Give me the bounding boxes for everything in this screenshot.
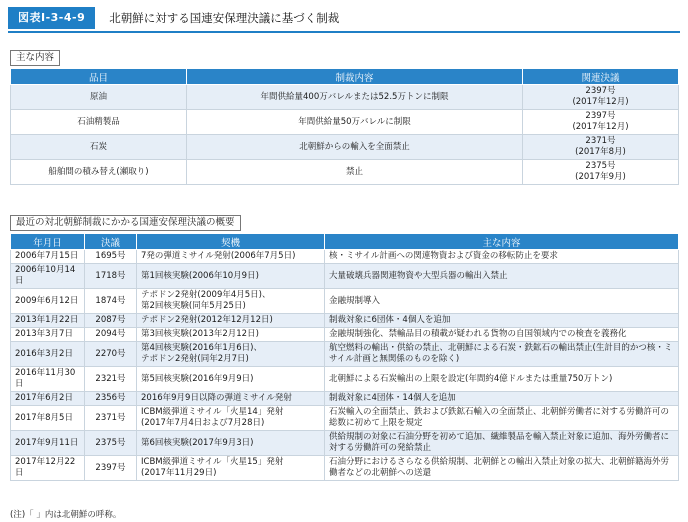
figure-title-bar <box>8 6 339 30</box>
table-row <box>11 367 679 392</box>
date-cell: 2016年3月2日 <box>11 342 85 367</box>
figure-number-badge: 図表Ⅰ-3-4-9 <box>8 7 95 29</box>
trigger-cell: 2016年9月9日以降の弾道ミサイル発射 <box>137 392 325 406</box>
trigger-cell: テポドン2発射(2012年12月12日) <box>137 314 325 328</box>
date-cell: 2013年3月7日 <box>11 328 85 342</box>
table-row <box>11 328 679 342</box>
figure-title: 北朝鮮に対する国連安保理決議に基づく制裁 <box>109 11 340 25</box>
item-cell: 石油精製品 <box>11 110 187 135</box>
date-cell: 2006年7月15日 <box>11 250 85 264</box>
trigger-cell: 第3回核実験(2013年2月12日) <box>137 328 325 342</box>
header-item: 品目 <box>11 69 187 85</box>
header-date: 年月日 <box>11 234 85 250</box>
table-row <box>11 342 679 367</box>
date-cell: 2017年6月2日 <box>11 392 85 406</box>
trigger-cell: 7発の弾道ミサイル発射(2006年7月5日) <box>137 250 325 264</box>
table-row <box>11 456 679 481</box>
table-header-row <box>11 234 679 250</box>
content-cell: 年間供給量400万バレルまたは52.5万トンに制限 <box>187 85 523 110</box>
table-row <box>11 431 679 456</box>
resolution-cell: 2087号 <box>85 314 137 328</box>
resolution-cell: 1718号 <box>85 264 137 289</box>
date-cell: 2006年10月14日 <box>11 264 85 289</box>
table-row <box>11 135 679 160</box>
content-cell: 航空燃料の輸出・供給の禁止、北朝鮮による石炭・鉄鉱石の輸出禁止(生計目的かつ核・ミサイル計画と無関係のものを除く) <box>325 342 679 367</box>
table-row <box>11 392 679 406</box>
content-cell: 大量破壊兵器関連物資や大型兵器の輸出入禁止 <box>325 264 679 289</box>
resolution-cell: 2397号 (2017年12月) <box>523 85 679 110</box>
sanctions-items-table <box>10 68 679 185</box>
content-cell: 金融規制強化、禁輸品目の積載が疑われる貨物の自国領域内での検査を義務化 <box>325 328 679 342</box>
trigger-cell: ICBM級弾道ミサイル「火星14」発射 (2017年7月4日および7月28日) <box>137 406 325 431</box>
trigger-cell: ICBM級弾道ミサイル「火星15」発射 (2017年11月29日) <box>137 456 325 481</box>
resolution-cell: 1695号 <box>85 250 137 264</box>
table-row <box>11 250 679 264</box>
table-row <box>11 85 679 110</box>
content-cell: 北朝鮮からの輸入を全面禁止 <box>187 135 523 160</box>
header-main-content: 主な内容 <box>325 234 679 250</box>
date-cell: 2017年8月5日 <box>11 406 85 431</box>
item-cell: 原油 <box>11 85 187 110</box>
date-cell: 2017年9月11日 <box>11 431 85 456</box>
content-cell: 供給規制の対象に石油分野を初めて追加、繊維製品を輸入禁止対象に追加、海外労働者に対する労働許可の発給禁止 <box>325 431 679 456</box>
content-cell: 核・ミサイル計画への関連物資および資金の移転防止を要求 <box>325 250 679 264</box>
content-cell: 石油分野におけるさらなる供給規制、北朝鮮との輸出入禁止対象の拡大、北朝鮮籍海外労働者などの北朝鮮への送還 <box>325 456 679 481</box>
table-row <box>11 289 679 314</box>
header-resolution: 決議 <box>85 234 137 250</box>
resolution-cell: 2371号 (2017年8月) <box>523 135 679 160</box>
resolution-cell: 2397号 <box>85 456 137 481</box>
table-row <box>11 110 679 135</box>
title-divider <box>8 31 680 33</box>
resolution-cell: 2375号 <box>85 431 137 456</box>
date-cell: 2016年11月30日 <box>11 367 85 392</box>
content-cell: 制裁対象に4団体・14個人を追加 <box>325 392 679 406</box>
section-label-overview: 最近の対北朝鮮制裁にかかる国連安保理決議の概要 <box>10 215 241 231</box>
resolutions-overview-table <box>10 233 679 481</box>
item-cell: 船舶間の積み替え(瀬取り) <box>11 160 187 185</box>
content-cell: 金融規制導入 <box>325 289 679 314</box>
trigger-cell: 第1回核実験(2006年10月9日) <box>137 264 325 289</box>
table-row <box>11 314 679 328</box>
table-row <box>11 406 679 431</box>
section-label-main: 主な内容 <box>10 50 60 66</box>
header-content: 制裁内容 <box>187 69 523 85</box>
table-header-row <box>11 69 679 85</box>
date-cell: 2017年12月22日 <box>11 456 85 481</box>
content-cell: 北朝鮮による石炭輸出の上限を設定(年間約4億ドルまたは重量750万トン) <box>325 367 679 392</box>
resolution-cell: 2321号 <box>85 367 137 392</box>
resolution-cell: 2094号 <box>85 328 137 342</box>
table-row <box>11 264 679 289</box>
resolution-cell: 2397号 (2017年12月) <box>523 110 679 135</box>
resolution-cell: 1874号 <box>85 289 137 314</box>
footnote: (注)「 」内は北朝鮮の呼称。 <box>10 510 122 520</box>
resolution-cell: 2375号 (2017年9月) <box>523 160 679 185</box>
trigger-cell: テポドン2発射(2009年4月5日)、 第2回核実験(同年5月25日) <box>137 289 325 314</box>
resolution-cell: 2371号 <box>85 406 137 431</box>
resolution-cell: 2356号 <box>85 392 137 406</box>
trigger-cell: 第5回核実験(2016年9月9日) <box>137 367 325 392</box>
header-trigger: 契機 <box>137 234 325 250</box>
date-cell: 2013年1月22日 <box>11 314 85 328</box>
content-cell: 制裁対象に6団体・4個人を追加 <box>325 314 679 328</box>
trigger-cell: 第4回核実験(2016年1月6日)、 テポドン2発射(同年2月7日) <box>137 342 325 367</box>
content-cell: 石炭輸入の全面禁止、鉄および鉄鉱石輸入の全面禁止、北朝鮮労働者に対する労働許可の総数に初めて上限を規定 <box>325 406 679 431</box>
date-cell: 2009年6月12日 <box>11 289 85 314</box>
trigger-cell: 第6回核実験(2017年9月3日) <box>137 431 325 456</box>
content-cell: 年間供給量50万バレルに制限 <box>187 110 523 135</box>
resolution-cell: 2270号 <box>85 342 137 367</box>
content-cell: 禁止 <box>187 160 523 185</box>
table-row <box>11 160 679 185</box>
header-resolution: 関連決議 <box>523 69 679 85</box>
item-cell: 石炭 <box>11 135 187 160</box>
